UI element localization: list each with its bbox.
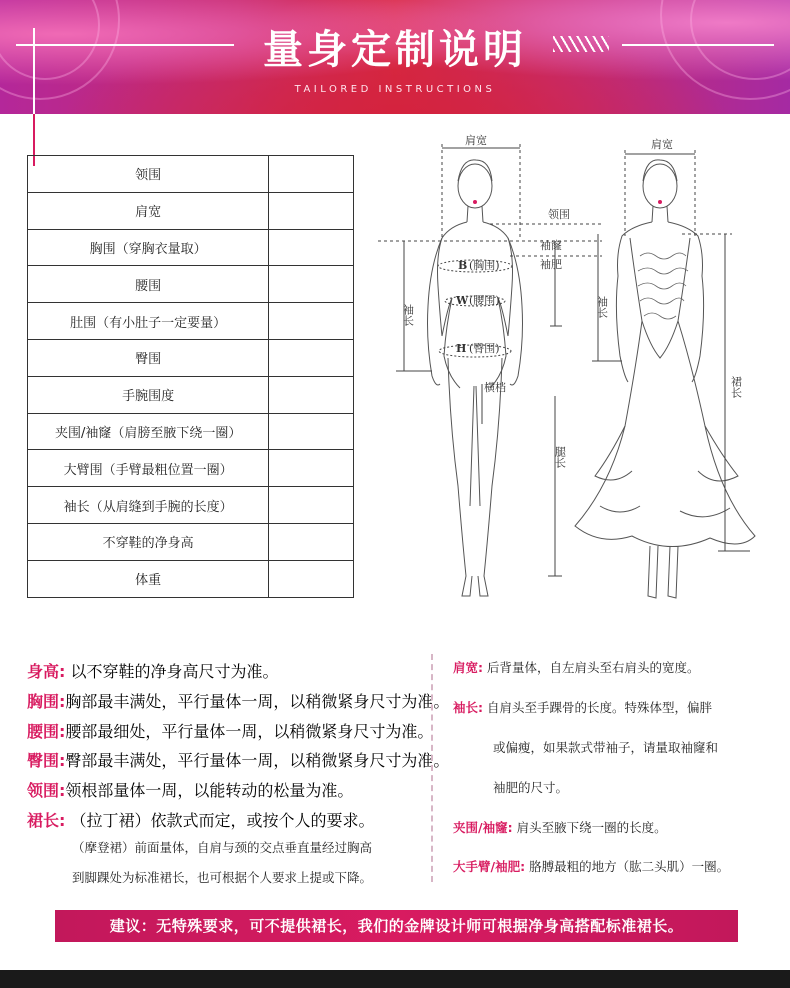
suggestion-banner: 建议：无特殊要求，可不提供裙长，我们的金牌设计师可根据净身高搭配标准裙长。 — [55, 910, 738, 942]
note-bust: 胸围:胸部最丰满处，平行量体一周，以稍微紧身尺寸为准。 — [27, 692, 450, 711]
table-row — [28, 487, 354, 524]
label-dress-sleeve: 袖长 — [595, 296, 609, 318]
table-row — [28, 339, 354, 376]
row-value-cell[interactable] — [269, 523, 354, 560]
measurement-table — [27, 155, 354, 598]
label-bust: (胸围) — [469, 259, 500, 272]
row-label: 不穿鞋的净身高 — [28, 523, 269, 560]
row-label: 肚围（有小肚子一定要量） — [28, 303, 269, 340]
label-crotch: 横档 — [484, 381, 506, 394]
label-dress-skirt: 裙长 — [729, 376, 743, 398]
row-label: 体重 — [28, 560, 269, 597]
notes-divider — [431, 654, 433, 882]
note-hip: 臀围:臀部最丰满处，平行量体一周，以稍微紧身尺寸为准。 — [27, 751, 450, 770]
note-skirt-modern: （摩登裙）前面量体，自肩与颈的交点垂直量经过胸高 — [72, 840, 373, 855]
label-waist: (腰围) — [469, 294, 500, 307]
header-banner — [0, 0, 790, 114]
table-row — [28, 523, 354, 560]
row-value-cell[interactable] — [269, 487, 354, 524]
page-subtitle: TAILORED INSTRUCTIONS — [294, 84, 496, 95]
row-label: 手腕围度 — [28, 376, 269, 413]
label-upperarm: 袖肥 — [540, 258, 562, 271]
label-armhole: 袖窿 — [540, 239, 562, 252]
row-label: 腰围 — [28, 266, 269, 303]
dress-figure — [575, 160, 755, 598]
note-neck: 领围:领根部量体一周，以能转动的松量为准。 — [27, 781, 354, 800]
note-skirt: 裙长: （拉丁裙）依款式而定，或按个人的要求。 — [27, 811, 375, 830]
table-row — [28, 560, 354, 597]
table-row — [28, 450, 354, 487]
note-waist: 腰围:腰部最细处，平行量体一周，以稍微紧身尺寸为准。 — [27, 722, 434, 741]
table-row — [28, 266, 354, 303]
body-figure — [428, 160, 523, 596]
note-sleeve: 袖长: 自肩头至手踝骨的长度。特殊体型，偏胖 — [453, 700, 712, 715]
page-title: 量身定制说明 — [263, 27, 527, 73]
note-skirt-modern-cont: 到脚踝处为标准裙长，也可根据个人要求上提或下降。 — [72, 870, 373, 885]
note-armhole: 夹围/袖窿: 肩头至腋下绕一圈的长度。 — [453, 820, 667, 835]
label-sleeve-length: 袖长 — [401, 304, 415, 326]
note-sleeve-cont: 或偏瘦，如果款式带袖子，请量取袖窿和 — [493, 740, 719, 755]
row-label: 肩宽 — [28, 192, 269, 229]
row-label: 袖长（从肩缝到手腕的长度） — [28, 487, 269, 524]
table-row — [28, 192, 354, 229]
label-waist-letter: W — [456, 294, 469, 307]
note-sleeve-cont-2: 袖肥的尺寸。 — [493, 780, 569, 795]
row-label: 夹围/袖窿（肩膀至腋下绕一圈） — [28, 413, 269, 450]
table-row — [28, 413, 354, 450]
row-label: 领围 — [28, 156, 269, 193]
note-height: 身高: 以不穿鞋的净身高尺寸为准。 — [27, 662, 279, 681]
measurement-figures — [370, 126, 780, 616]
row-value-cell[interactable] — [269, 413, 354, 450]
table-row — [28, 156, 354, 193]
label-bust-letter: B — [458, 259, 468, 272]
note-shoulder: 肩宽: 后背量体，自左肩头至右肩头的宽度。 — [453, 660, 700, 675]
row-value-cell[interactable] — [269, 266, 354, 303]
label-dress-shoulder: 肩宽 — [651, 138, 673, 151]
label-neck: 领围 — [548, 208, 570, 221]
label-hip: (臀围) — [469, 342, 500, 355]
row-label: 胸围（穿胸衣量取） — [28, 229, 269, 266]
row-value-cell[interactable] — [269, 156, 354, 193]
label-hip-letter: H — [456, 342, 467, 355]
note-upperarm: 大手臂/袖肥: 胳膊最粗的地方（肱二头肌）一圈。 — [453, 859, 730, 874]
row-value-cell[interactable] — [269, 560, 354, 597]
row-value-cell[interactable] — [269, 376, 354, 413]
row-value-cell[interactable] — [269, 192, 354, 229]
dress-lace — [638, 253, 688, 319]
row-label: 大臂围（手臂最粗位置一圈） — [28, 450, 269, 487]
table-row — [28, 229, 354, 266]
row-label: 臀围 — [28, 339, 269, 376]
row-value-cell[interactable] — [269, 339, 354, 376]
label-leg-length: 腿长 — [553, 446, 567, 468]
row-value-cell[interactable] — [269, 229, 354, 266]
label-shoulder-width: 肩宽 — [465, 134, 487, 147]
table-row — [28, 303, 354, 340]
row-value-cell[interactable] — [269, 303, 354, 340]
table-row — [28, 376, 354, 413]
row-value-cell[interactable] — [269, 450, 354, 487]
